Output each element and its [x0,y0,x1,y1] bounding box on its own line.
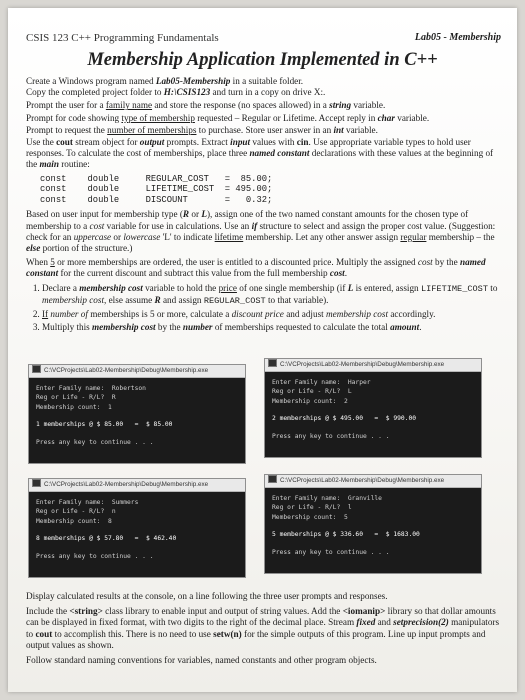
project-name: Lab05-Membership [155,76,231,86]
console-app-icon [32,479,41,487]
code-line: const double LIFETIME_COST = 495.00; [40,184,273,195]
intro-paragraph [26,76,504,98]
console-line: Enter Family name: Harper [272,379,371,386]
text: , else assume [104,294,155,305]
console-output [29,378,245,447]
text: to that variable). [265,294,329,305]
text: <string> [69,605,103,616]
text: When [26,257,51,268]
course-title: CSIS 123 C++ Programming Fundamentals [26,32,219,44]
text: declarations with these values at the beginning of the [26,148,494,170]
text: accordingly. [388,309,436,320]
console-app-icon [32,365,41,373]
text: L [201,209,207,220]
text: ), assign one of the two named constant amounts for the chosen type of membership to a [26,209,469,231]
console-titlebar [265,359,481,372]
console-app-icon [268,359,277,367]
step-item [42,283,504,307]
footer-paragraph: Follow standard naming conventions for variables, named constants and other program objects. [26,654,377,665]
console-line: Reg or Life - R/L? R [36,394,116,402]
console-line: Press any key to continue . . . [272,432,390,440]
text: number of memberships [107,124,197,135]
lab-title: Lab05 - Membership [414,32,501,43]
text: cout [56,137,73,148]
console-line: Membership count: 1 [36,403,112,411]
text: membership cost [42,294,105,305]
console-output [265,488,481,557]
console-window-harper [264,358,482,458]
console-output [29,492,245,561]
text: variable. [343,124,378,135]
text: membership cost [79,282,143,293]
console-line: Enter Family name: Summers [36,499,139,506]
text: 'L' to indicate [160,231,215,242]
text: input [230,137,251,148]
console-titlebar [265,475,481,488]
text: Create a Windows program named [26,76,156,86]
console-window-summers [28,478,246,578]
text: regular [400,231,427,242]
text: to purchase. Store user answer in an [196,124,334,135]
text: structure to select and assign the proper cost value. (Suggestion: check for an [26,220,496,242]
text: Multiply this [42,322,93,333]
text: string [329,100,352,111]
folder-path: H:\CSIS123 [163,87,211,98]
text: prompts. Extract [164,137,231,148]
console-window-granville [264,474,482,574]
text: price [218,282,237,293]
text: Based on user input for membership type ( [26,209,183,220]
console-output [265,372,481,441]
text: Include the [26,605,70,616]
text: and adjust [283,309,326,320]
text: discount price [231,309,284,320]
text: membership cost [92,322,156,333]
text: membership. Let any other answer assign [243,231,401,242]
text: family name [105,100,153,111]
text: REGULAR_COST [203,295,266,306]
text: named constant [26,257,486,279]
text: or [111,231,124,242]
text: portion of the structure.) [40,243,133,254]
text: cin [296,137,309,148]
text: is entered, assign [353,282,421,293]
text: membership – the [426,231,495,242]
text: number of [48,309,88,320]
text: and store the response (no spaces allowed) in a [152,100,330,111]
text: class library to enable input and output of string values. Add the [102,605,343,616]
text: 5 [50,257,55,268]
text: lowercase [123,231,161,242]
console-title: C:\VCProjects\Lab02-Membership\Debug\Membership.exe [44,367,209,374]
text: named constant [249,148,310,159]
text: . [419,322,422,333]
code-line: const double REGULAR_COST = 85.00; [40,173,273,184]
footer-paragraph: Display calculated results at the console, on a line following the three user prompts and responses. [26,591,388,601]
text: char [377,112,395,123]
text: L [347,282,354,293]
text: variable for use in calculations. Use an [104,220,252,231]
console-line: Press any key to continue . . . [36,552,154,560]
console-titlebar [29,479,245,492]
discount-paragraph [26,257,504,279]
constants-code-block [40,174,504,206]
code-line: const double DISCOUNT = 0.32; [40,194,273,205]
step-item [42,322,504,333]
text: else [26,243,41,254]
console-title: C:\VCProjects\Lab02-Membership\Debug\Membership.exe [280,361,445,368]
text: or more memberships are ordered, the user is entitled to a discounted price. Multiply the assigned [54,257,418,268]
text: LIFETIME_COST [420,283,488,294]
text: cout [35,628,53,639]
text: if [251,220,258,231]
console-line: Membership count: 2 [272,397,348,405]
text: amount [390,322,420,333]
text: of memberships requested to calculate the total [212,322,391,333]
prompt-membership-type [26,113,504,124]
text: for the current discount and subtract this value from the full membership [58,268,330,279]
text: requested – Regular or Lifetime. Accept reply in [194,112,378,123]
text: stream object for [72,137,140,148]
text: <iomanip> [342,605,386,616]
console-line: Membership count: 8 [36,517,112,525]
footer-paragraph [26,606,504,652]
text: by the [432,257,461,268]
text: to [487,282,498,293]
console-line: Reg or Life - R/L? l [272,504,352,512]
text: Declare a [42,282,80,293]
steps-list [26,283,504,334]
text: uppercase [73,231,112,242]
step-item [42,309,504,320]
text: to accomplish this. There is no need to use [52,628,214,639]
text: Use the [26,137,57,148]
text: . [344,268,348,279]
text: in a suitable folder. [230,76,304,86]
text: of one single membership (if [236,282,348,293]
text: library so that dollar amounts can be displayed in fixed format, with two digits to the right of the decimal place. Stream [26,605,496,628]
text: setw(n) [213,628,242,639]
instructions-body [26,76,504,335]
text: Prompt the user for a [26,100,106,111]
document-title: Membership Application Implemented in C++ [87,50,438,70]
console-line: Reg or Life - R/L? n [36,508,116,516]
text: If [42,309,49,320]
text: setprecision(2) [393,617,449,628]
cost-assignment-paragraph [26,209,504,254]
prompt-membership-count [26,125,504,136]
text: Copy the completed project folder to [26,87,164,98]
console-result-line: 1 memberships @ $ 85.00 = $ 85.00 [36,421,173,429]
console-line: Press any key to continue . . . [36,438,154,446]
text: values with [250,137,297,148]
console-result-line: 8 memberships @ $ 57.80 = $ 462.40 [36,535,177,543]
text: . Use appropriate variable types to hold user responses. To calculate the cost of memberships, place three [26,137,471,159]
text: and turn in a copy on drive X:. [210,87,326,98]
text: number [182,322,213,333]
text: main [39,159,59,170]
console-window-robertson [28,364,246,464]
console-app-icon [268,475,277,483]
console-line: Press any key to continue . . . [272,548,390,556]
text: variable. [394,112,430,123]
assignment-page [8,8,517,692]
text: manipulators to [26,617,500,639]
text: lifetime [214,231,244,242]
text: type of membership [121,112,195,123]
text: output [139,137,165,148]
prompt-family-name [26,100,504,111]
text: R [182,209,190,220]
text: variable to hold the [142,282,219,293]
text: routine: [58,159,90,170]
text: fixed [356,617,376,628]
text: cost [89,220,105,231]
console-title: C:\VCProjects\Lab02-Membership\Debug\Membership.exe [280,477,445,484]
text: or [189,209,202,220]
text: for the simple outputs of this program. Line up input prompts and output values as shown. [26,628,486,651]
text: R [154,294,161,305]
text: variable. [351,100,386,111]
text: by the [155,322,183,333]
console-line: Membership count: 5 [272,513,348,521]
text: Prompt to request the [26,124,108,135]
console-title: C:\VCProjects\Lab02-Membership\Debug\Membership.exe [44,481,209,488]
text: memberships is 5 or more, calculate a [87,309,232,320]
text: int [333,124,344,135]
text: Prompt for code showing [26,112,122,123]
console-line: Enter Family name: Robertson [36,385,146,392]
console-line: Reg or Life - R/L? L [272,388,352,396]
footer-instructions [26,591,504,670]
text: and [375,617,394,628]
text: cost [417,257,433,268]
text: membership cost [326,309,389,320]
console-result-line: 2 memberships @ $ 495.00 = $ 990.00 [272,415,417,423]
console-result-line: 5 memberships @ $ 336.60 = $ 1683.00 [272,531,420,539]
text: cost [329,268,345,279]
console-line: Enter Family name: Granville [272,495,382,502]
console-titlebar [29,365,245,378]
stream-usage-paragraph [26,137,504,171]
page-header [26,32,501,48]
text: and assign [160,294,204,305]
